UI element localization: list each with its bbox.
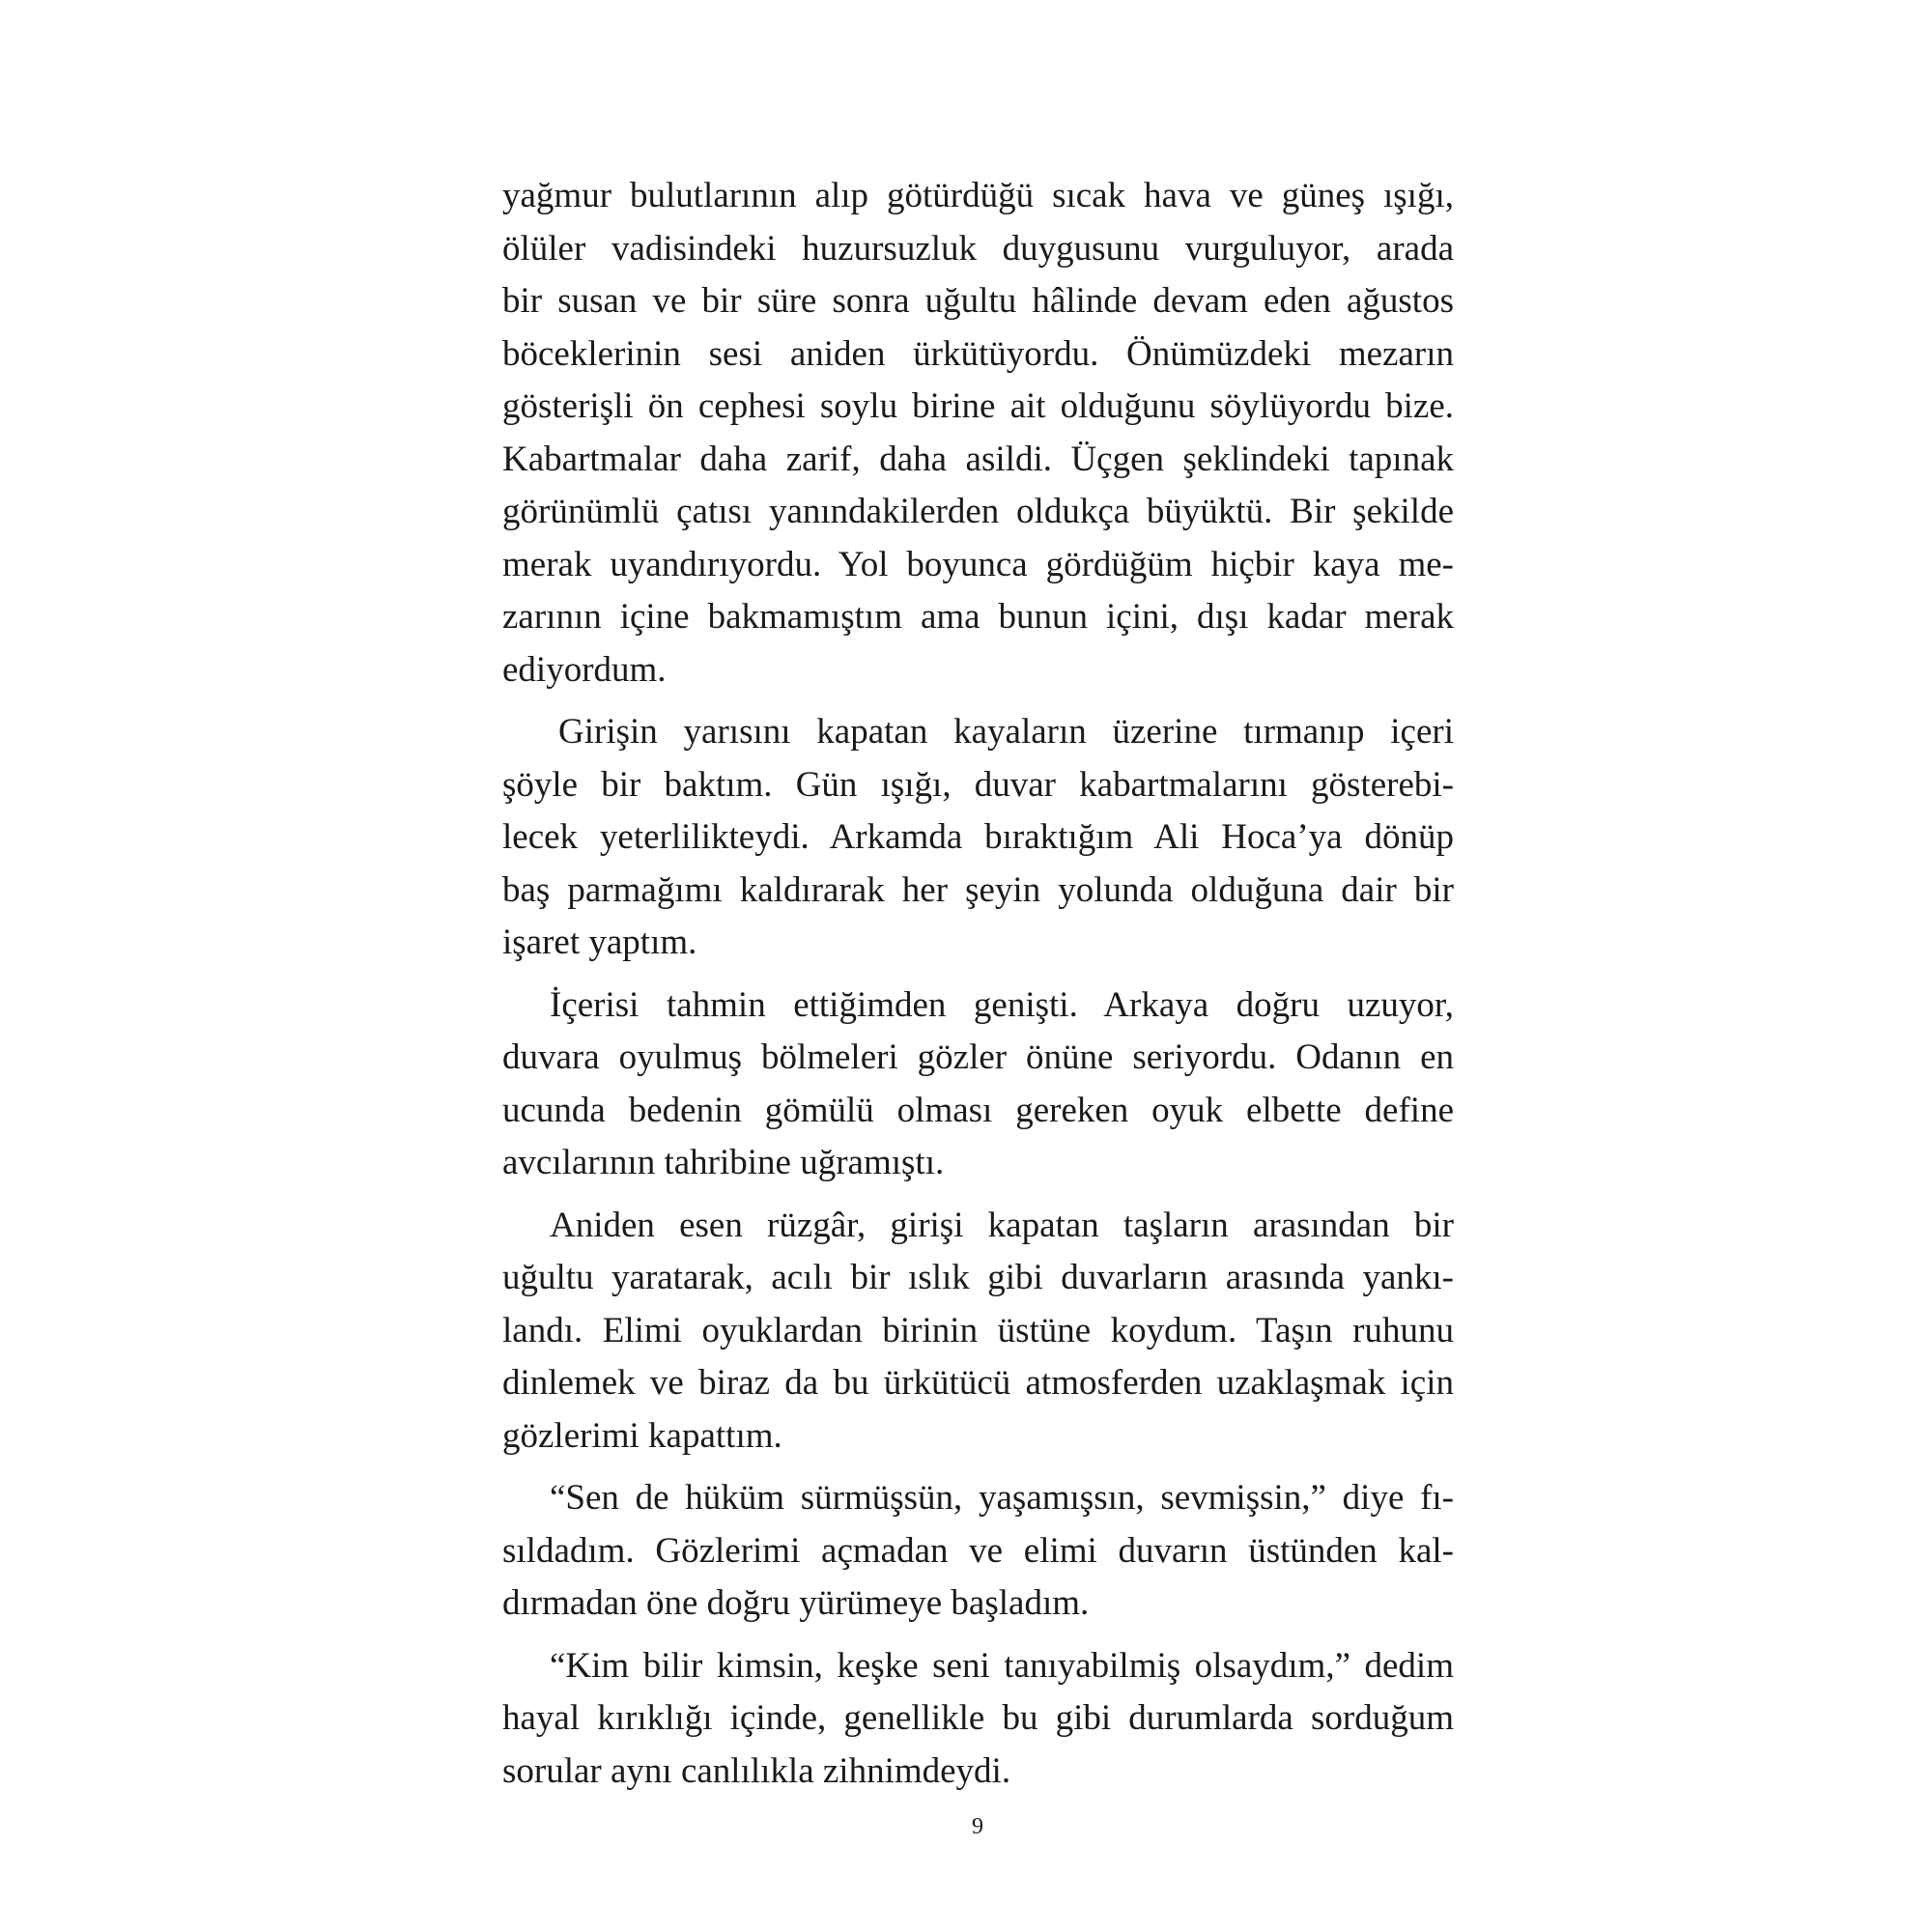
text-line: merak uyandırıyordu. Yol boyunca gördüğüm hiçbir kaya me- bbox=[502, 544, 1454, 584]
text-line: baş parmağımı kaldırarak her şeyin yolunda olduğuna dair bir bbox=[502, 869, 1454, 910]
text-line: ölüler vadisindeki huzursuzluk duygusunu vurguluyor, arada bbox=[502, 228, 1454, 269]
text-line: landı. Elimi oyuklardan birinin üstüne koydum. Taşın ruhunu bbox=[502, 1310, 1454, 1350]
text-line: işaret yaptım. bbox=[502, 923, 697, 962]
text-line: sıldadım. Gözlerimi açmadan ve elimi duvarın üstünden kal- bbox=[502, 1530, 1454, 1571]
text-line: bir susan ve bir süre sonra uğultu hâlinde devam eden ağustos bbox=[502, 281, 1454, 321]
text-line: böceklerinin sesi aniden ürkütüyordu. Önümüzdeki mezarın bbox=[502, 333, 1454, 374]
text-line: Girişin yarısını kapatan kayaların üzerine tırmanıp içeri bbox=[558, 712, 1454, 752]
text-line: İçerisi tahmin ettiğimden genişti. Arkaya doğru uzuyor, bbox=[550, 984, 1454, 1025]
body-text bbox=[502, 170, 1454, 1807]
text-line: Kabartmalar daha zarif, daha asildi. Üçgen şeklindeki tapınak bbox=[502, 439, 1454, 479]
text-line: “Sen de hüküm sürmüşsün, yaşamışsın, sevmişsin,” diye fı- bbox=[550, 1478, 1454, 1518]
text-line: dinlemek ve biraz da bu ürkütücü atmosferden uzaklaşmak için bbox=[502, 1363, 1454, 1403]
text-line: Aniden esen rüzgâr, girişi kapatan taşların arasından bir bbox=[550, 1205, 1454, 1245]
text-line: yağmur bulutlarının alıp götürdüğü sıcak hava ve güneş ışığı, bbox=[502, 176, 1454, 215]
paragraph-3 bbox=[502, 980, 1454, 1190]
text-line: şöyle bir baktım. Gün ışığı, duvar kabartmalarını gösterebi- bbox=[502, 764, 1454, 805]
text-line: gösterişli ön cephesi soylu birine ait olduğunu söylüyordu bize. bbox=[502, 386, 1454, 426]
page-number: 9 bbox=[972, 1814, 983, 1839]
text-line: dırmadan öne doğru yürümeye başladım. bbox=[502, 1583, 1090, 1623]
text-line: görünümlü çatısı yanındakilerden oldukça büyüktü. Bir şekilde bbox=[502, 492, 1454, 531]
text-line: gözlerimi kapattım. bbox=[502, 1415, 782, 1456]
text-line: duvara oyulmuş bölmeleri gözler önüne seriyordu. Odanın en bbox=[502, 1037, 1454, 1077]
paragraph-2 bbox=[502, 706, 1454, 970]
text-line: hayal kırıklığı içinde, genellikle bu gibi durumlarda sorduğum bbox=[502, 1698, 1454, 1738]
paragraph-6 bbox=[502, 1640, 1454, 1799]
text-line: avcılarının tahribine uğramıştı. bbox=[502, 1143, 945, 1182]
paragraph-5 bbox=[502, 1472, 1454, 1631]
text-line: lecek yeterlilikteydi. Arkamda bıraktığım Ali Hoca’ya dönüp bbox=[502, 817, 1454, 857]
paragraph-4 bbox=[502, 1200, 1454, 1463]
text-line: ucunda bedenin gömülü olması gereken oyuk elbette define bbox=[502, 1090, 1454, 1130]
text-line: “Kim bilir kimsin, keşke seni tanıyabilmiş olsaydım,” dedim bbox=[550, 1645, 1454, 1686]
text-line: sorular aynı canlılıkla zihnimdeydi. bbox=[502, 1750, 1011, 1791]
text-line: uğultu yaratarak, acılı bir ıslık gibi duvarların arasında yankı- bbox=[502, 1258, 1454, 1297]
paragraph-1 bbox=[502, 170, 1454, 696]
text-line: zarının içine bakmamıştım ama bunun içini, dışı kadar merak bbox=[502, 597, 1454, 637]
text-line: ediyordum. bbox=[502, 649, 667, 690]
